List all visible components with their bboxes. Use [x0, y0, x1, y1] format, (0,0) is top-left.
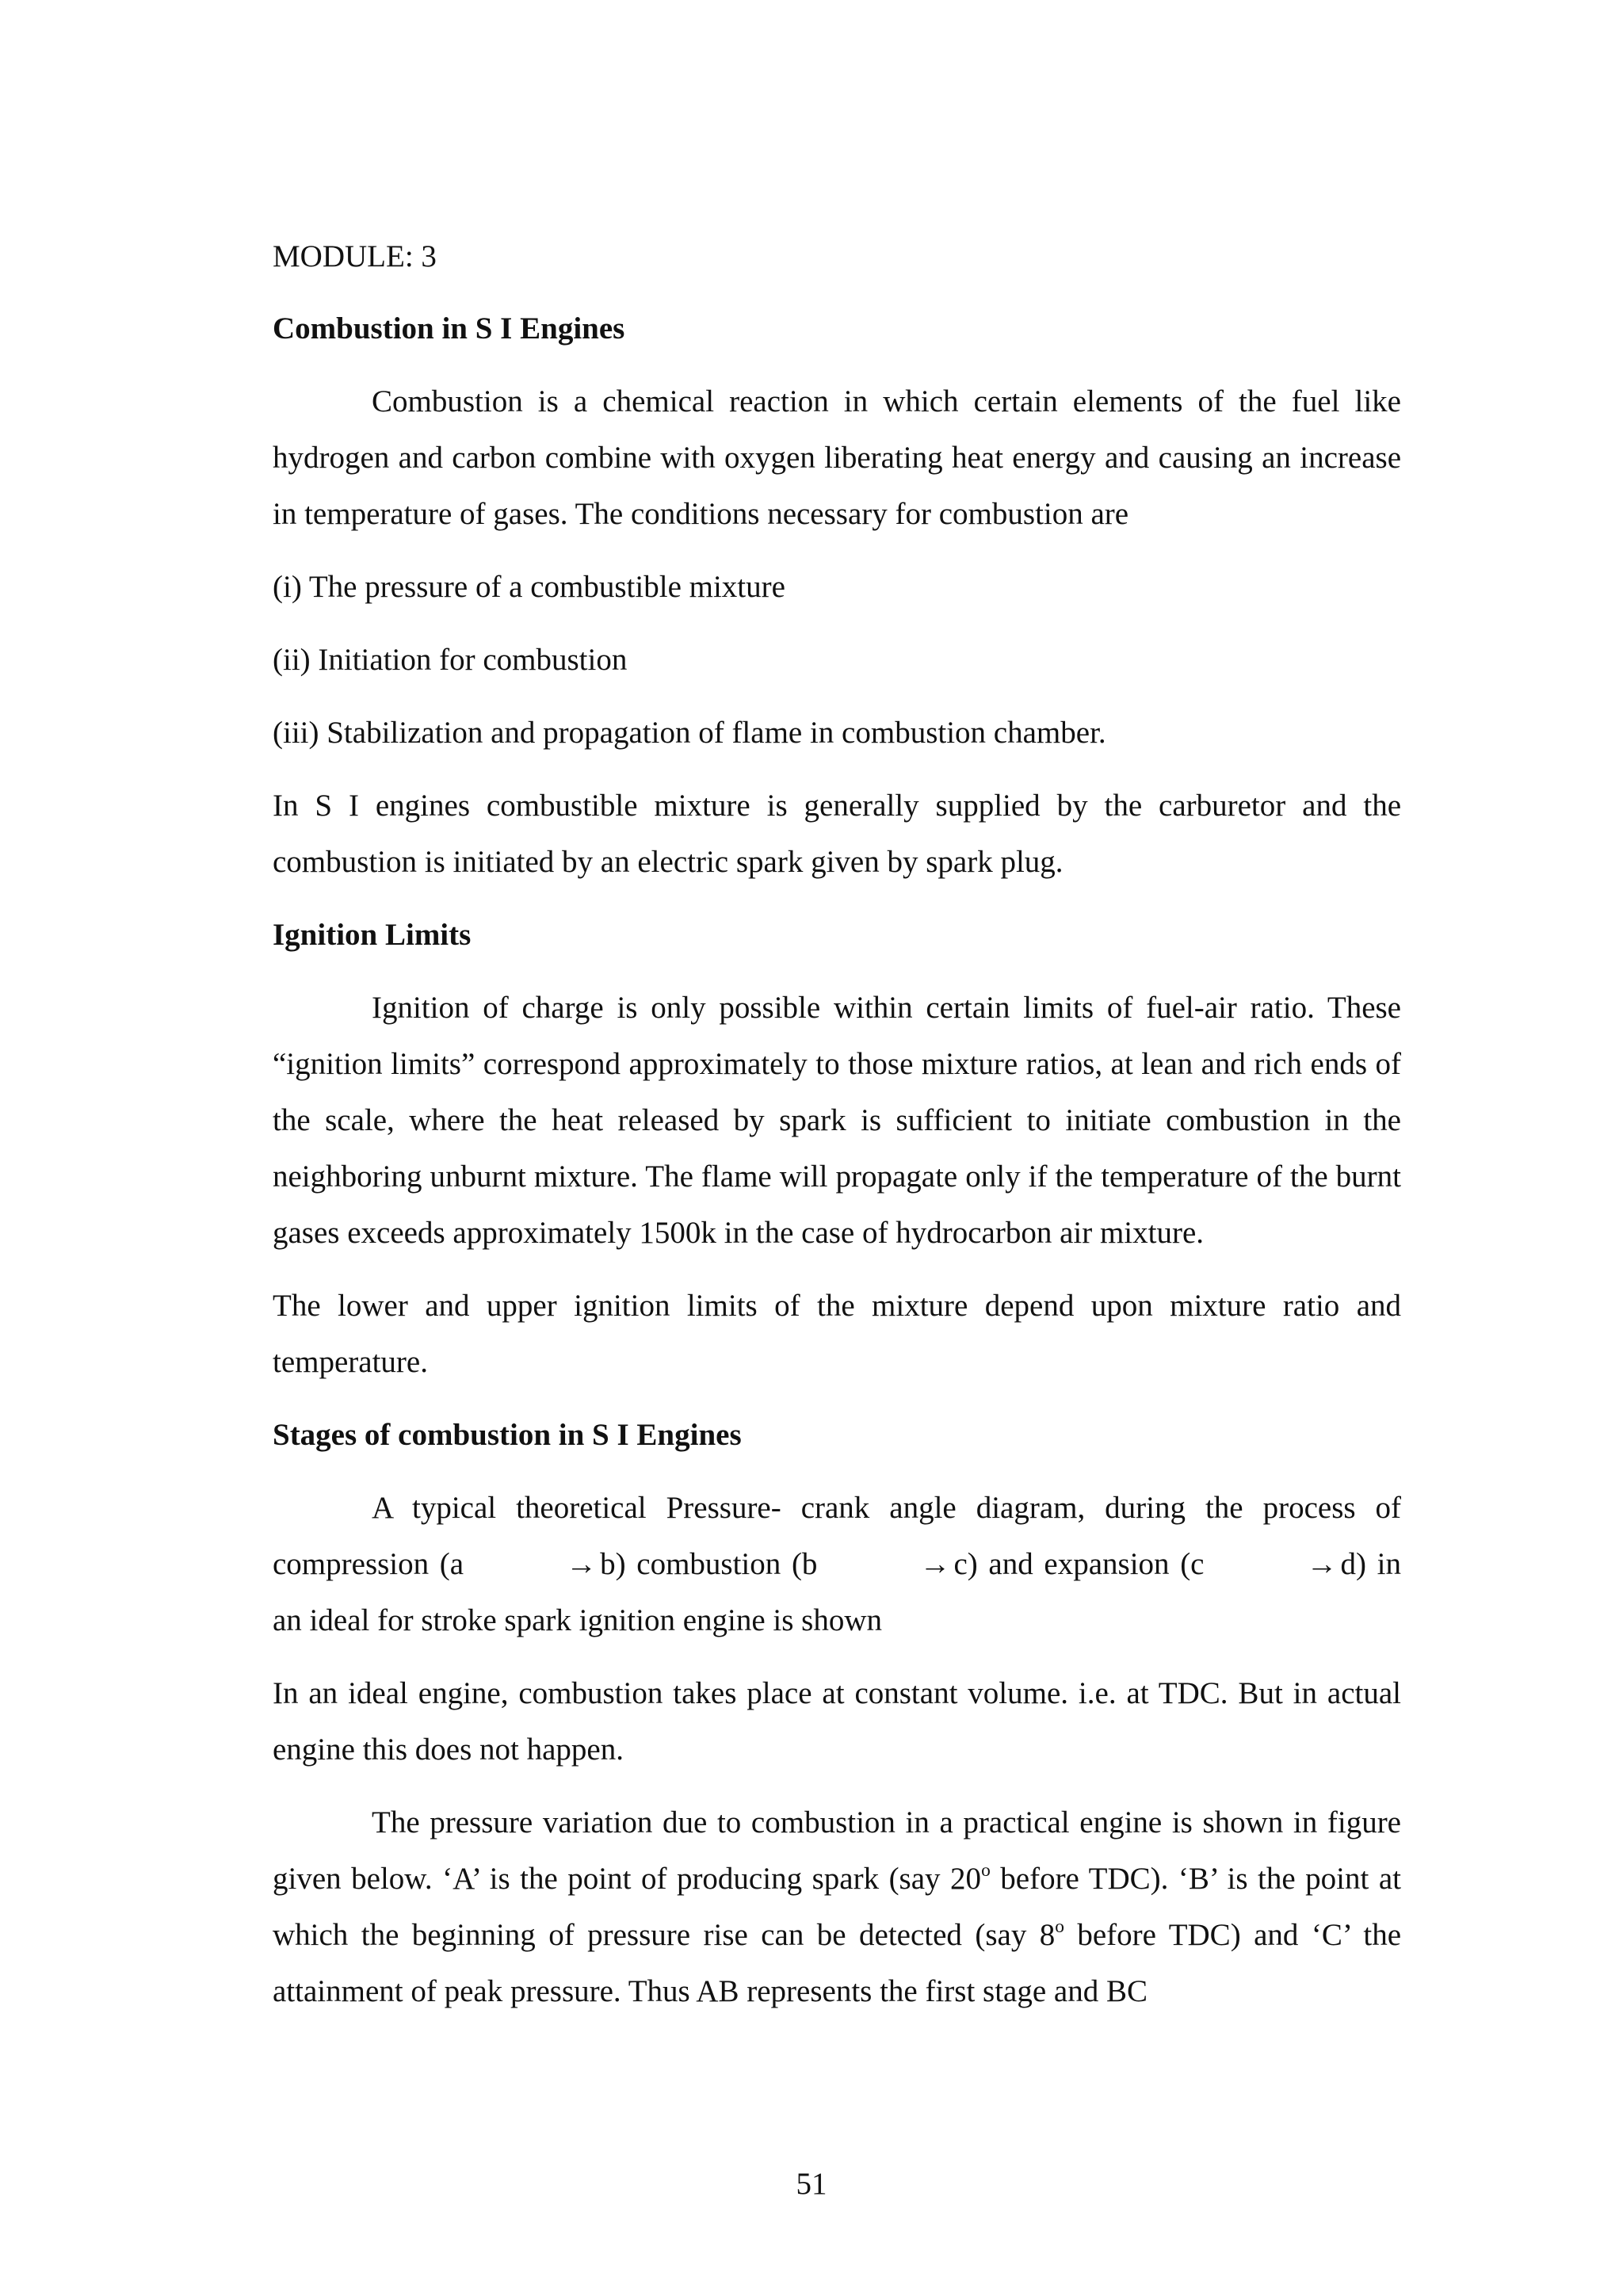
condition-item: (iii) Stabilization and propagation of flame in combustion chamber.: [273, 716, 1106, 750]
stages-paragraph-2: In an ideal engine, combustion takes place at constant volume. i.e. at TDC. But in actual engine this does not happen.: [273, 1676, 1401, 1767]
page-number: 51: [796, 2167, 827, 2201]
degree-superscript: o: [1055, 1916, 1064, 1937]
section-heading-combustion: Combustion in S I Engines: [273, 311, 625, 346]
combustion-intro-paragraph: Combustion is a chemical reaction in which certain elements of the fuel like hydrogen and carbon combine with oxygen liberating heat energy and causing an increase in temperature of gases. The conditions necessary for combustion are: [273, 384, 1401, 531]
degree-superscript: o: [981, 1859, 991, 1881]
stages-paragraph-1: [273, 1480, 1401, 1648]
stages-text: d) in an ideal for stroke spark ignition engine is shown: [273, 1547, 1401, 1637]
section-heading-ignition-limits: Ignition Limits: [273, 918, 472, 952]
stages-text: before TDC). ‘B’ is the point at which the beginning of pressure rise can be detected (say 8: [273, 1862, 1401, 1952]
page-content: [273, 228, 1401, 2019]
section-heading-stages: Stages of combustion in S I Engines: [273, 1418, 742, 1452]
right-arrow-icon: →: [566, 1547, 598, 1581]
module-label: MODULE: 3: [273, 239, 437, 273]
combustion-closing-paragraph: In S I engines combustible mixture is generally supplied by the carburetor and the combustion is initiated by an electric spark given by spark plug.: [273, 789, 1401, 879]
stages-text: b) combustion (b: [600, 1547, 818, 1581]
condition-item: (i) The pressure of a combustible mixture: [273, 570, 785, 604]
stages-text: The pressure variation due to combustion in a practical engine is shown in figure given below. ‘A’ is the point of producing spark (say 20: [273, 1805, 1401, 1896]
stages-text: c) and expansion (c: [953, 1547, 1205, 1581]
stages-text: A typical theoretical Pressure- crank angle diagram, during the process of compression (a: [273, 1491, 1401, 1581]
ignition-limits-paragraph-2: The lower and upper ignition limits of the mixture depend upon mixture ratio and temperature.: [273, 1289, 1401, 1379]
stages-paragraph-3: [273, 1794, 1401, 2019]
right-arrow-icon: →: [1306, 1547, 1338, 1581]
condition-item: (ii) Initiation for combustion: [273, 643, 628, 677]
ignition-limits-paragraph: Ignition of charge is only possible within certain limits of fuel-air ratio. These “ignition limits” correspond approximately to those mixture ratios, at lean and rich ends of the scale, where the heat released by spark is sufficient to initiate combustion in the neighboring unburnt mixture. The flame will propagate only if the temperature of the burnt gases exceeds approximately 1500k in the case of hydrocarbon air mixture.: [273, 991, 1401, 1250]
right-arrow-icon: →: [919, 1547, 951, 1581]
stages-text: before TDC) and ‘C’ the attainment of peak pressure. Thus AB represents the first stage and BC: [273, 1918, 1401, 2008]
